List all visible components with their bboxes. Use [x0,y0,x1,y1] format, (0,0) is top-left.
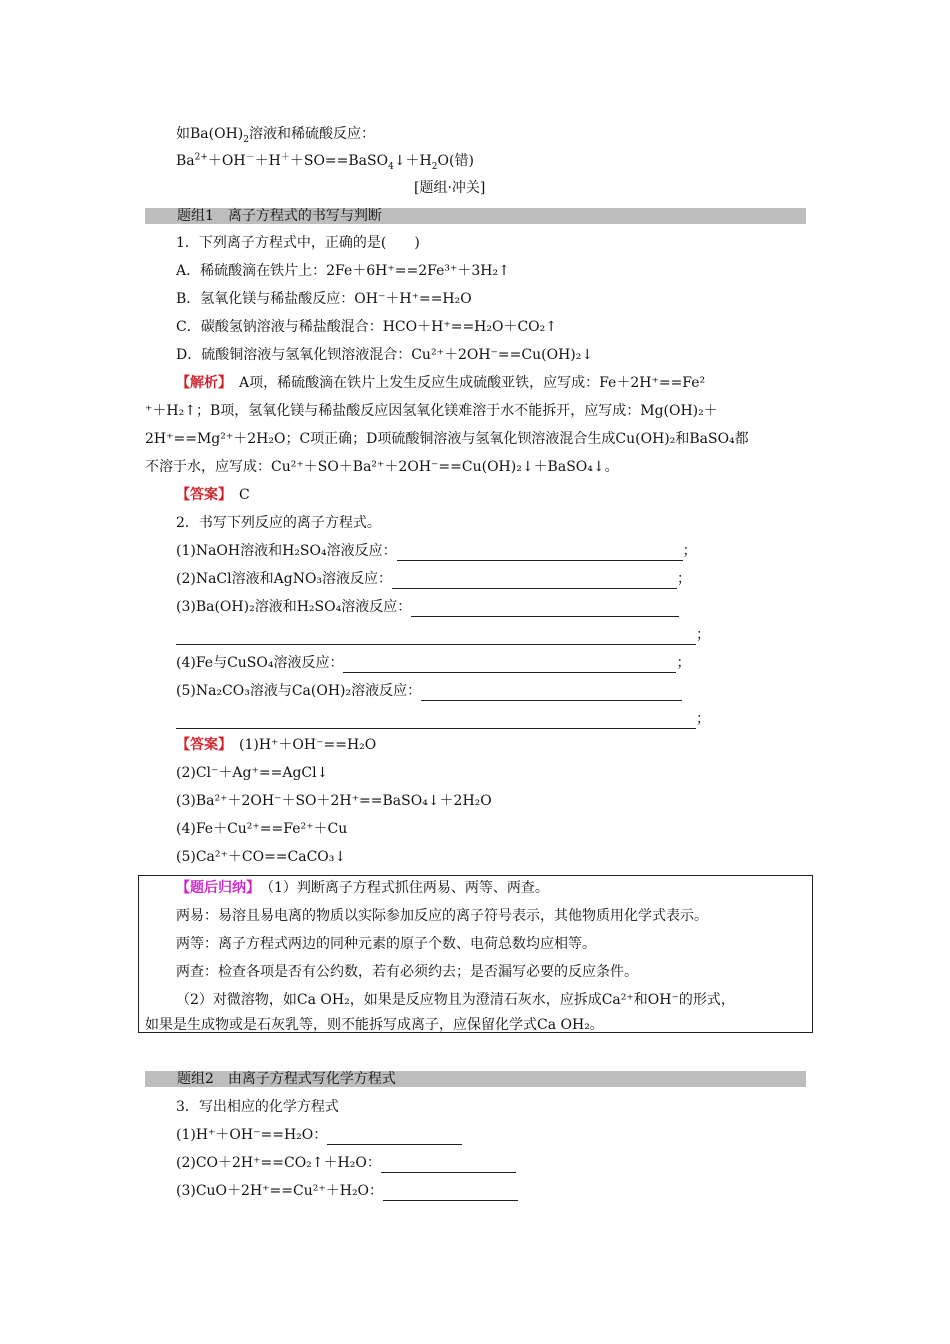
group2-title-bar [145,1071,806,1087]
answer-blank[interactable] [411,602,679,617]
item-label: (4)Fe与CuSO₄溶液反应： [176,655,344,671]
item-label: (1)NaOH溶液和H₂SO₄溶液反应： [176,543,397,559]
answer-tag: 【答案】 [176,737,225,753]
item-label: (2)CO＋2H⁺==CO₂↑＋H₂O： [176,1155,381,1171]
q2-answer-line-1 [176,735,376,755]
answer-value: C [239,487,250,503]
answer-tag: 【答案】 [176,487,225,503]
formula-part: ＋OH [207,153,246,169]
q1-option-b: B．氢氧化镁与稀盐酸反应：OH⁻＋H⁺==H₂O [176,291,472,307]
semicolon: ； [677,571,692,587]
q2-item-4 [176,653,690,673]
q1-analysis-line-3: 2H⁺==Mg²⁺＋2H₂O；C项正确；D项硫酸铜溶液与氢氧化钡溶液混合生成Cu(OH)₂和BaSO₄都 [145,431,749,447]
q2-answer-line-4: (4)Fe＋Cu²⁺==Fe²⁺＋Cu [176,821,348,837]
q1-analysis-line-1 [176,373,705,393]
q2-stem: 2．书写下列反应的离子方程式。 [176,515,381,531]
semicolon: ； [682,543,697,559]
answer-blank[interactable] [327,1130,462,1145]
q1-answer [176,485,250,505]
answer-blank[interactable] [176,630,696,645]
item-label: (2)NaCl溶液和AgNO₃溶液反应： [176,571,393,587]
summary-line-5: （2）对微溶物，如Ca OH₂，如果是反应物且为澄清石灰水，应拆成Ca²⁺和OH⁻的形式， [176,992,735,1008]
q2-answer-line-5: (5)Ca²⁺＋CO==CaCO₃↓ [176,849,347,865]
answer-blank[interactable] [397,546,683,561]
summary-line-6: 如果是生成物或是石灰乳等，则不能拆写成离子，应保留化学式Ca OH₂。 [145,1017,604,1033]
subscript: 2 [431,161,438,172]
answer-blank[interactable] [381,1158,516,1173]
q1-option-d: D．硫酸铜溶液与氢氧化钡溶液混合：Cu²⁺＋2OH⁻==Cu(OH)₂↓ [176,347,594,363]
intro-text: 溶液和稀硫酸反应： [248,126,375,142]
q3-item-1 [176,1125,462,1145]
q2-item-2 [176,569,691,589]
superscript: ＋ [280,152,290,163]
answer-blank[interactable] [383,1186,518,1201]
q2-answer-line-3: (3)Ba²⁺＋2OH⁻＋SO＋2H⁺==BaSO₄↓＋2H₂O [176,793,492,809]
intro-text: 如Ba(OH) [176,126,244,142]
formula-part: ＋SO==BaSO [289,153,389,169]
q1-option-a: A．稀硫酸滴在铁片上：2Fe＋6H⁺==2Fe³⁺＋3H₂↑ [176,263,510,279]
group1-title-bar [145,208,806,224]
q2-item-5-cont [176,709,710,729]
summary-tag: 【题后归纳】 [176,880,253,896]
semicolon: ； [676,655,691,671]
superscript: － [245,152,255,163]
answer-blank[interactable] [343,658,676,673]
group1-title: 题组1 离子方程式的书写与判断 [177,208,382,224]
semicolon: ； [696,627,710,643]
q2-item-5 [176,681,682,701]
formula-part: Ba [176,153,195,169]
q2-answer-line-2: (2)Cl⁻＋Ag⁺==AgCl↓ [176,765,329,781]
q1-stem: 1．下列离子方程式中，正确的是( ) [176,235,420,251]
subscript: 2 [243,134,249,145]
summary-line-3: 两等：离子方程式两边的同种元素的原子个数、电荷总数均应相等。 [176,936,596,952]
q2-item-3-cont [176,625,710,645]
formula-part: O(错) [437,153,474,169]
intro-line-1 [176,124,375,144]
q2-item-3 [176,597,679,617]
item-label: (1)H⁺＋OH⁻==H₂O： [176,1127,328,1143]
analysis-tag: 【解析】 [176,375,225,391]
answer-blank[interactable] [176,714,696,729]
formula-part: ＋H [254,153,281,169]
summary-text: （1）判断离子方程式抓住两易、两等、两查。 [267,880,549,896]
item-label: (3)Ba(OH)₂溶液和H₂SO₄溶液反应： [176,599,412,615]
group2-title: 题组2 由离子方程式写化学方程式 [177,1071,396,1087]
analysis-text: A项，稀硫酸滴在铁片上发生反应生成硫酸亚铁，应写成：Fe＋2H⁺==Fe² [239,375,706,391]
summary-line-4: 两查：检查各项是否有公约数，若有必须约去；是否漏写必要的反应条件。 [176,964,638,980]
summary-line-1 [176,878,549,898]
q1-analysis-line-4: 不溶于水，应写成：Cu²⁺＋SO＋Ba²⁺＋2OH⁻==Cu(OH)₂↓＋BaSO₄↓。 [145,459,619,475]
q3-item-2 [176,1153,516,1173]
formula-part: ↓＋H [393,153,432,169]
item-label: (5)Na₂CO₃溶液与Ca(OH)₂溶液反应： [176,683,422,699]
subscript: 4 [388,161,394,172]
q1-analysis-line-2: ⁺＋H₂↑；B项，氢氧化镁与稀盐酸反应因氢氧化镁难溶于水不能拆开，应写成：Mg(OH)₂＋ [145,403,718,419]
section-header: [题组·冲关] [414,180,486,196]
q3-item-3 [176,1181,518,1201]
superscript: 2+ [194,152,208,163]
semicolon: ； [696,711,710,727]
q3-stem: 3．写出相应的化学方程式 [176,1099,339,1115]
summary-line-2: 两易：易溶且易电离的物质以实际参加反应的离子符号表示，其他物质用化学式表示。 [176,908,708,924]
intro-line-2 [176,151,474,171]
answer-blank[interactable] [392,574,677,589]
answer-blank[interactable] [421,686,682,701]
q2-item-1 [176,541,697,561]
answer-value: (1)H⁺＋OH⁻==H₂O [239,737,377,753]
q1-option-c: C．碳酸氢钠溶液与稀盐酸混合：HCO＋H⁺==H₂O＋CO₂↑ [176,319,557,335]
item-label: (3)CuO＋2H⁺==Cu²⁺＋H₂O： [176,1183,384,1199]
